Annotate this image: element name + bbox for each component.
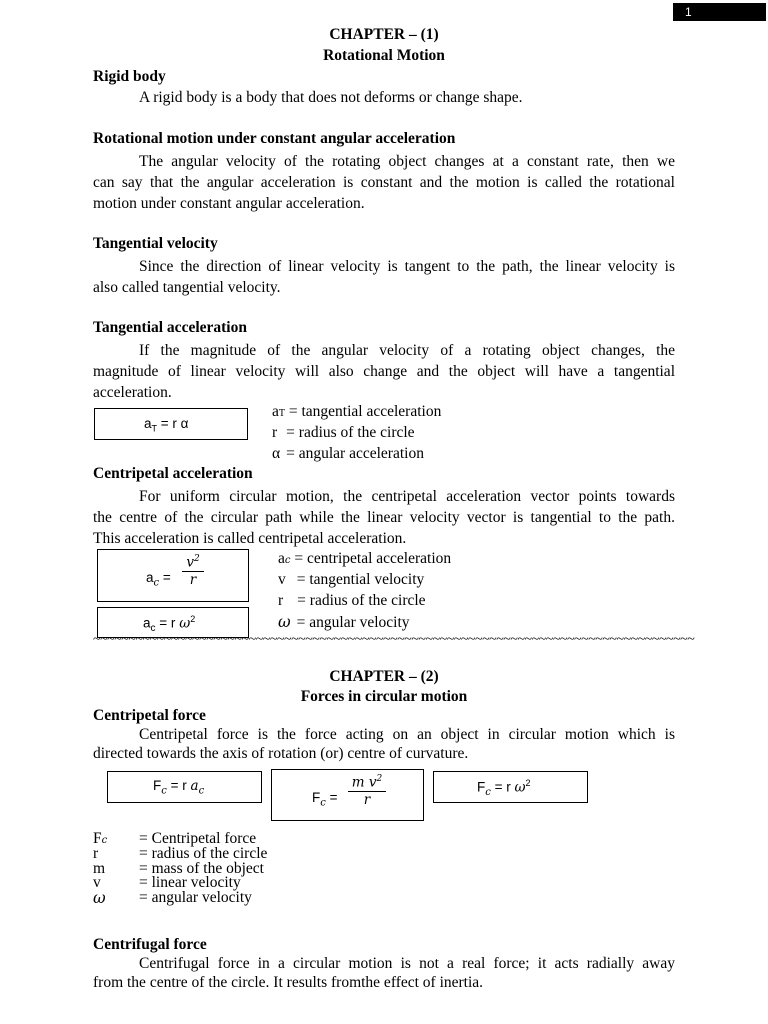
chapter2-title: Forces in circular motion <box>300 688 468 705</box>
chapter-separator: ~~~~~~~~~~~~~~~~~~~~~~~~~~~~~~~~~~~~~~~~~~~~~~~~~~~~~~~~~~~~~~~~~~~~~~~~~~~~~~~~~~~~~ <box>93 632 695 647</box>
centripetal-force-fraction: m $v^2$ r <box>348 774 386 808</box>
centripetal-acc-formula-box: $a_c$ = $v^2$ r <box>97 549 249 602</box>
chapter1-label: CHAPTER – (1) <box>329 26 439 43</box>
constant-acc-heading: Rotational motion under constant angular acceleration <box>93 130 456 147</box>
tangential-velocity-heading: Tangential velocity <box>93 235 218 252</box>
page-number-badge: 1 <box>673 3 766 21</box>
centripetal-acc-omega-formula-box: $a_c = r$ $\omega^2$ <box>97 607 249 638</box>
centripetal-force-formula-box-1: $F_c = r$ $a_c$ <box>107 771 262 803</box>
def-centripetal-acceleration: ac = centripetal acceleration <box>278 550 452 567</box>
rigid-body-text: A rigid body is a body that does not deforms or change shape. <box>139 89 523 106</box>
tangential-acc-heading: Tangential acceleration <box>93 319 247 336</box>
centrifugal-force-paragraph: Centrifugal force in a circular motion is not a real force; it acts radially away from the centre of the circle. It results fromthe effect of inertia. <box>93 955 675 991</box>
centripetal-acc-paragraph: For uniform circular motion, the centripetal acceleration vector points towards the centre of the circular path while the linear velocity vector is tangential to the path. This acceleration is called centripetal acceleration. <box>93 488 675 547</box>
centripetal-force-formula-box-3: $F_c = r$ $\omega^2$ <box>433 771 588 803</box>
rigid-body-heading: Rigid body <box>93 68 166 85</box>
tangential-acc-formula-box: $a_T = r$ α <box>94 408 248 440</box>
centripetal-force-heading: Centripetal force <box>93 707 206 724</box>
def-radius-2: r = radius of the circle <box>278 592 426 609</box>
centripetal-force-formula-box-2: $F_c$ = m $v^2$ r <box>271 769 424 821</box>
centripetal-acc-heading: Centripetal acceleration <box>93 465 253 482</box>
tangential-acc-paragraph: If the magnitude of the angular velocity of a rotating object changes, the magnitude of linear velocity will also change and the object will have a tangential acceleration. <box>93 342 675 401</box>
def-tangential-acceleration: aT = tangential acceleration <box>272 403 442 420</box>
centripetal-acc-fraction: $v^2$ r <box>182 554 204 588</box>
centripetal-force-paragraph: Centripetal force is the force acting on an object in circular motion which is directed towards the axis of rotation (or) centre of curvature. <box>93 726 675 762</box>
centrifugal-force-heading: Centrifugal force <box>93 936 207 953</box>
chapter1-title: Rotational Motion <box>323 47 445 64</box>
def-tangential-velocity: v = tangential velocity <box>278 571 425 588</box>
def-angular-acceleration: α = angular acceleration <box>272 445 424 462</box>
def-radius: r = radius of the circle <box>272 424 415 441</box>
chapter2-label: CHAPTER – (2) <box>329 668 439 685</box>
def-angular-velocity: ω = angular velocity <box>278 613 410 631</box>
tangential-velocity-paragraph: Since the direction of linear velocity is tangent to the path, the linear velocity is also called tangential velocity. <box>93 258 675 296</box>
constant-acc-paragraph: The angular velocity of the rotating object changes at a constant rate, then we can say that the angular acceleration is constant and the motion is called the rotational motion under constant angular acceleration. <box>93 153 675 212</box>
